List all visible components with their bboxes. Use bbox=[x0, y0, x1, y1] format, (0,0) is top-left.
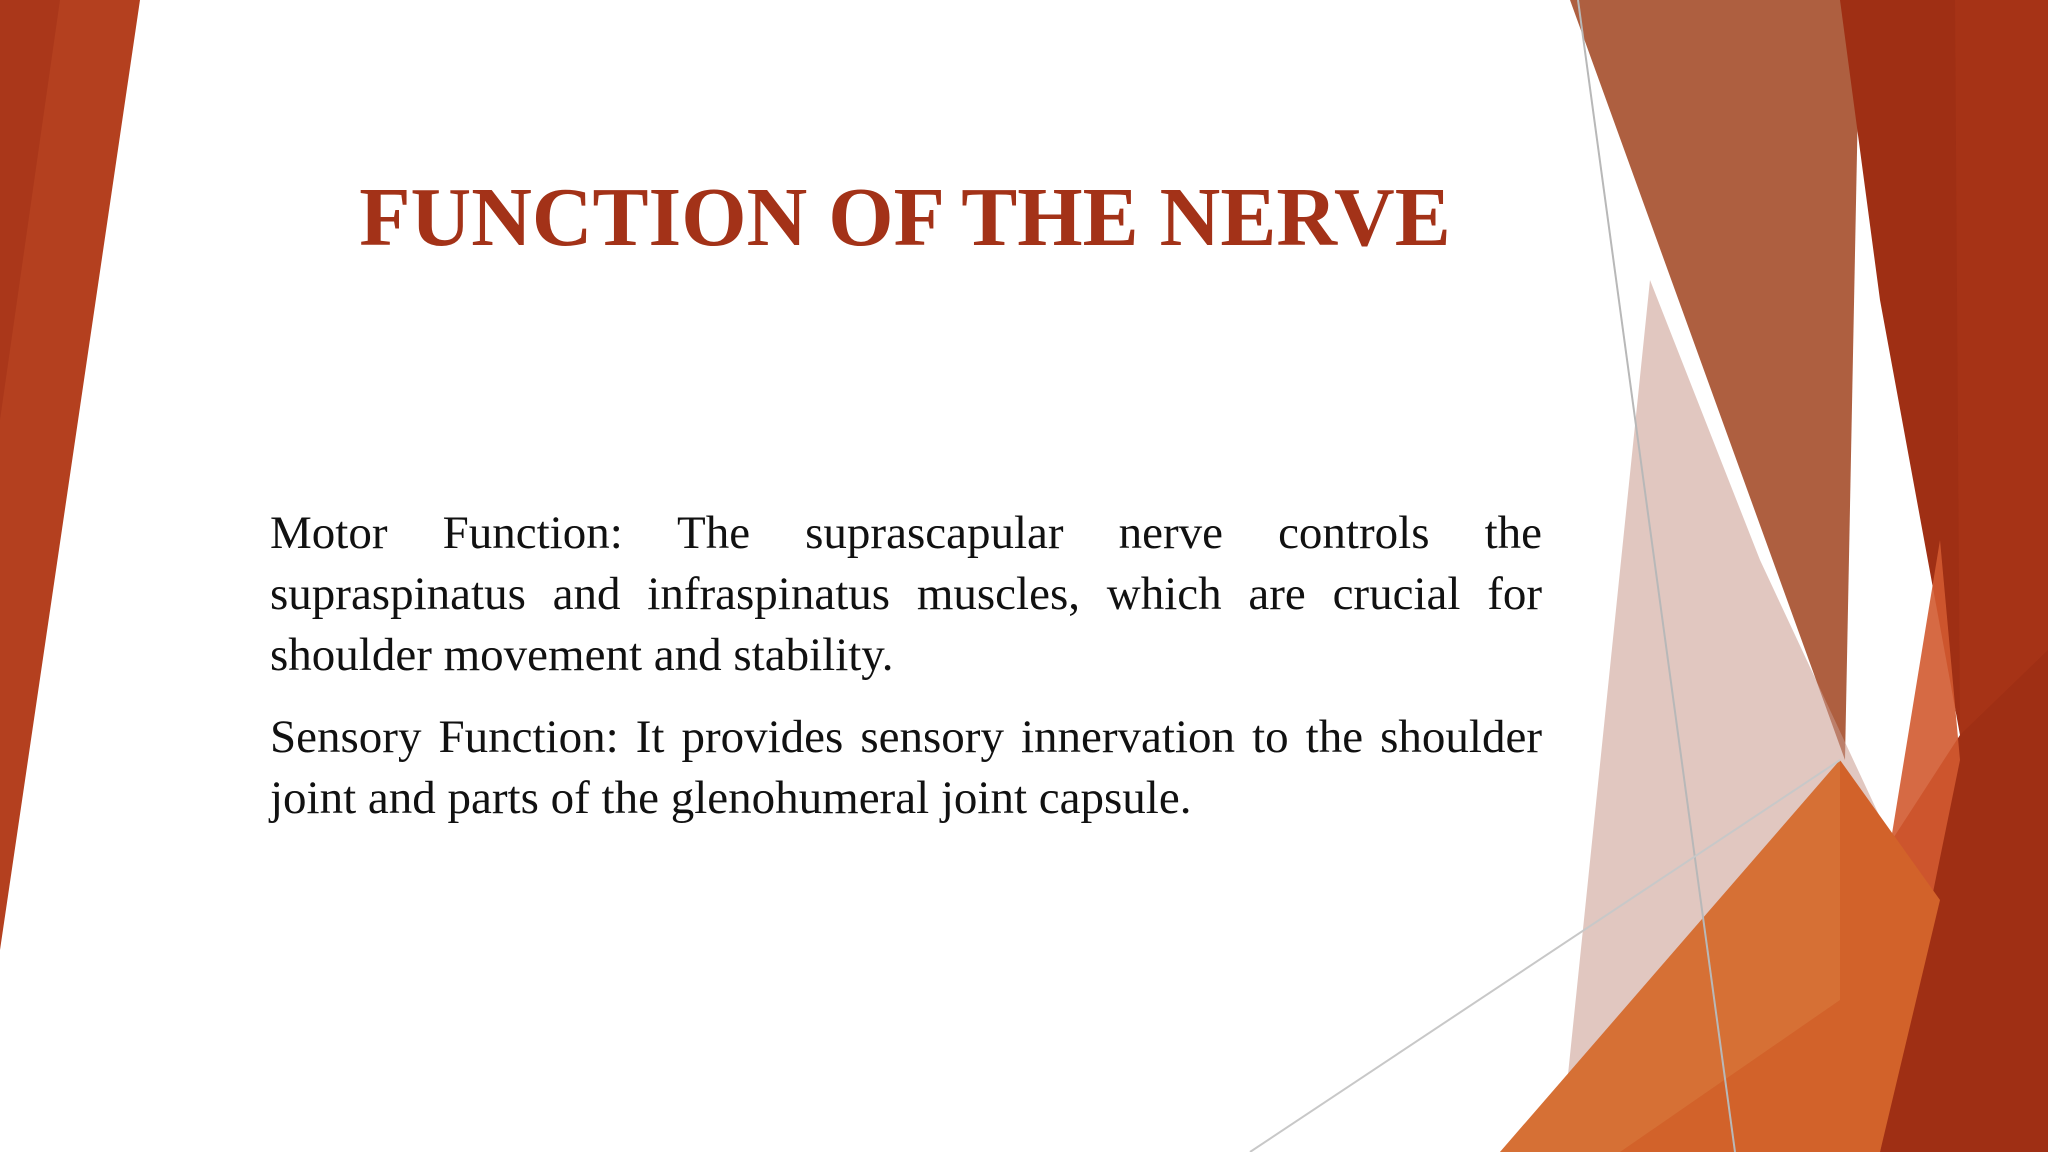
right-red-strip-highlight bbox=[1955, 0, 2048, 735]
paragraph-sensory-function: Sensory Function: It provides sensory innervation to the shoulder joint and parts of the glenohumeral joint capsule. bbox=[270, 711, 1542, 824]
slide-title: FUNCTION OF THE NERVE bbox=[359, 171, 1451, 264]
slide-body bbox=[270, 503, 1542, 850]
paragraph-motor-function: Motor Function: The suprascapular nerve controls the supraspinatus and infraspinatus muscles, which are crucial for shoulder movement and stability. bbox=[270, 507, 1542, 681]
